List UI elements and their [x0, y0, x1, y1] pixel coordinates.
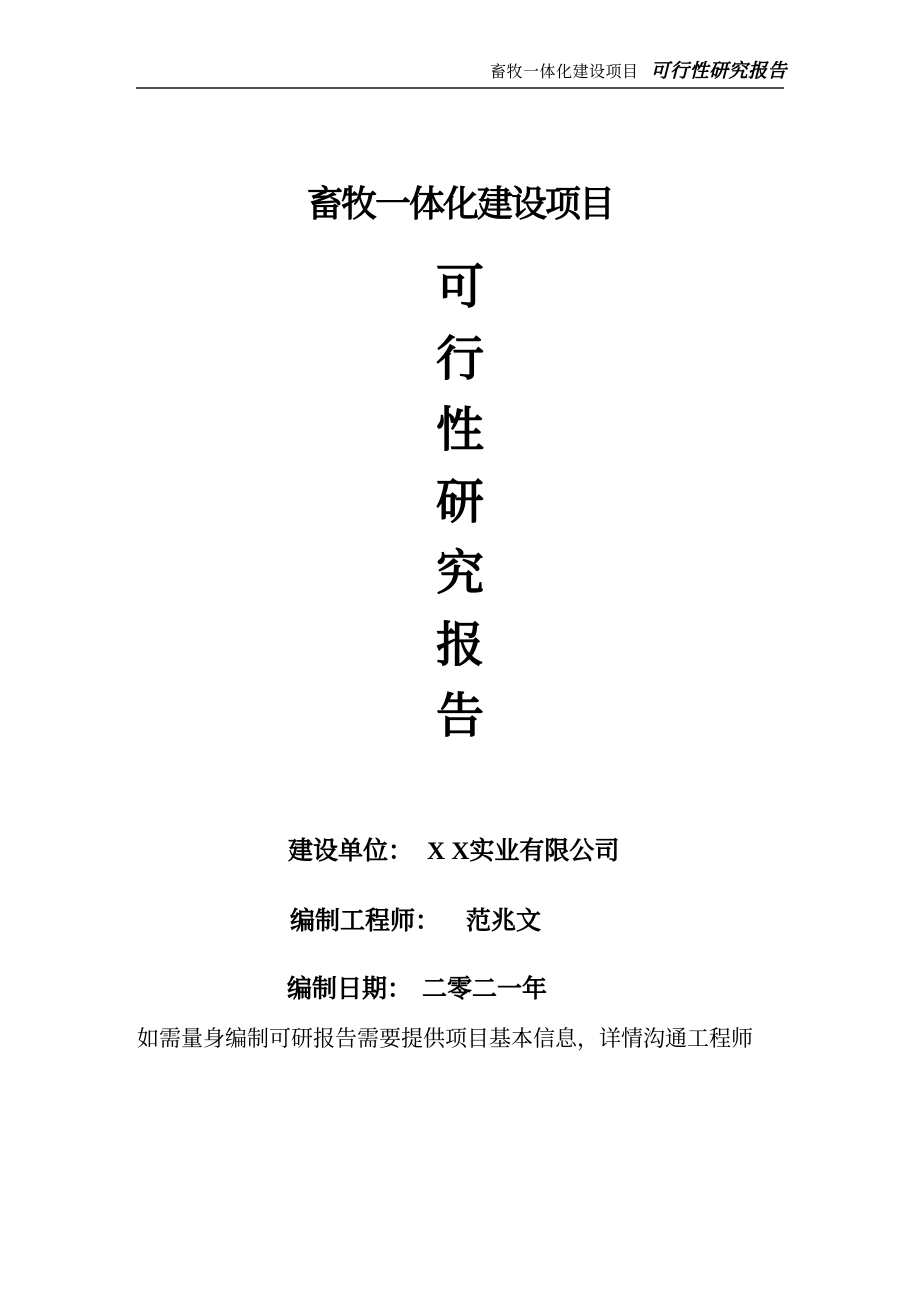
vertical-title-char: 可 — [435, 261, 484, 314]
footer-note: 如需量身编制可研报告需要提供项目基本信息，详情沟通工程师 — [137, 1026, 754, 1051]
vertical-title-char: 性 — [435, 404, 484, 457]
running-header-report-type: 可行性研究报告 — [650, 61, 787, 82]
info-row-date — [287, 975, 547, 1005]
document-title: 畜牧一体化建设项目 — [306, 184, 613, 224]
date-label: 编制日期： — [287, 976, 413, 1003]
vertical-title-char: 告 — [435, 690, 484, 743]
vertical-title-char: 研 — [435, 475, 484, 529]
header-rule — [136, 87, 784, 89]
construction-unit-value: X X实业有限公司 — [427, 838, 620, 865]
construction-unit-label: 建设单位： — [288, 838, 414, 865]
engineer-value: 范兆文 — [466, 908, 542, 935]
vertical-title-char: 究 — [435, 547, 484, 600]
vertical-title-char: 报 — [435, 618, 484, 672]
engineer-label: 编制工程师： — [290, 908, 441, 935]
info-row-construction-unit — [288, 837, 619, 867]
vertical-title — [0, 252, 920, 753]
vertical-title-char: 行 — [435, 332, 484, 386]
running-header-project-name: 畜牧一体化建设项目 — [489, 64, 639, 81]
info-row-engineer — [290, 907, 541, 937]
date-value: 二零二一年 — [422, 976, 548, 1003]
running-header — [490, 60, 787, 85]
